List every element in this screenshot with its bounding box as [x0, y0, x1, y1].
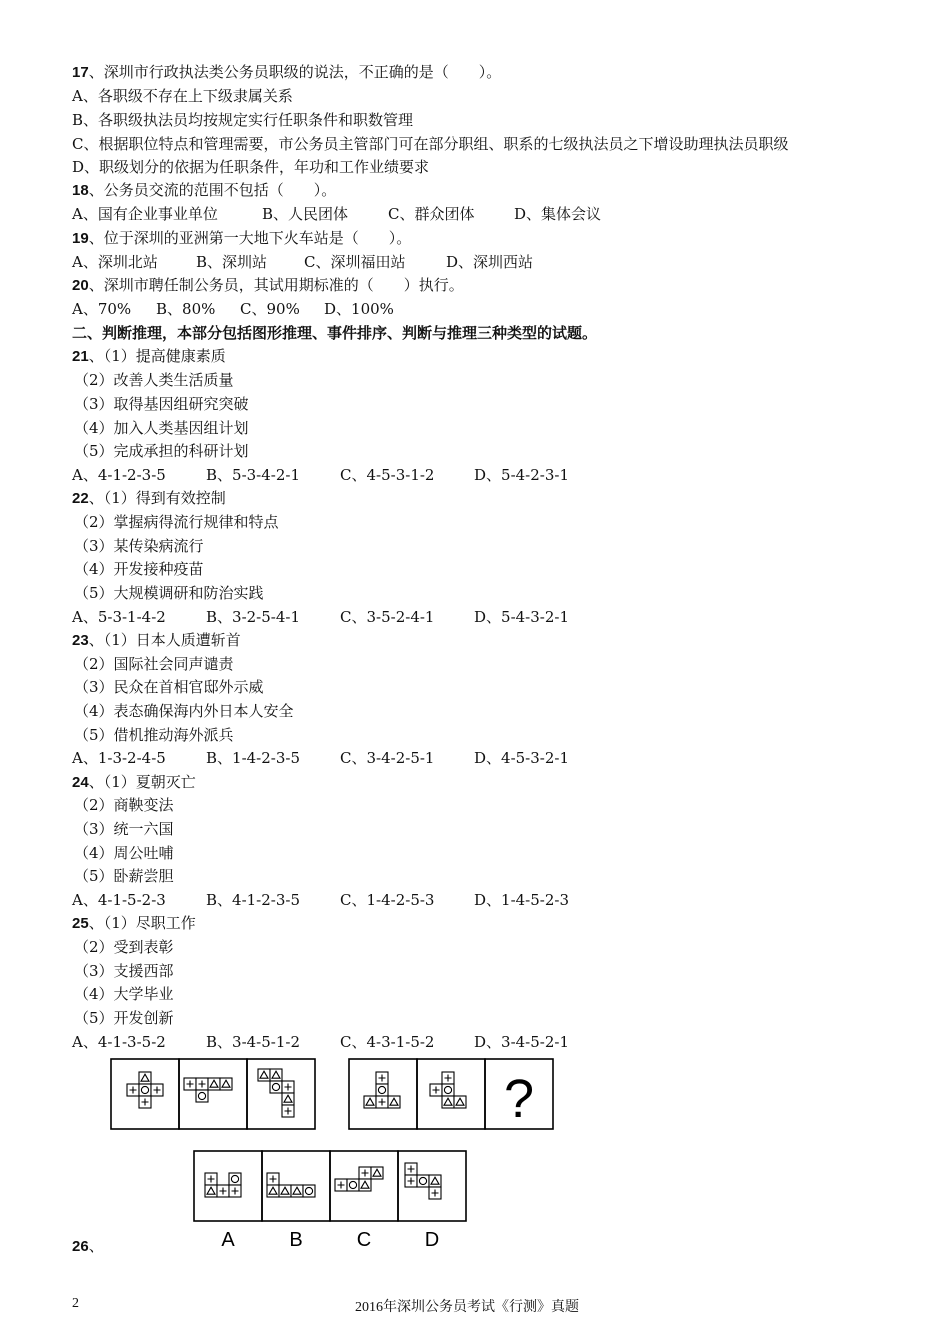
event-item: （4）大学毕业 [74, 985, 174, 1003]
question-number: 25 [72, 915, 89, 932]
event-item: （5）大规模调研和防治实践 [74, 584, 264, 602]
option: A、深圳北站 [72, 253, 158, 271]
option: D、100% [324, 300, 394, 318]
option: C、4-5-3-1-2 [340, 466, 435, 484]
circle-icon [303, 1185, 315, 1197]
figure-panel-3 [247, 1059, 315, 1129]
question-stem: 、位于深圳的亚洲第一大地下火车站是（ ）。 [88, 229, 412, 247]
question-number: 19 [72, 230, 89, 247]
triangle-icon [291, 1185, 303, 1197]
option: D、5-4-3-2-1 [474, 608, 570, 626]
answer-label-c: C [356, 1229, 372, 1251]
answer-panel-b[interactable] [262, 1151, 330, 1221]
plus-icon [376, 1072, 388, 1084]
answer-panel-c[interactable] [330, 1151, 398, 1221]
plus-icon [127, 1084, 139, 1096]
option: A、70% [72, 300, 132, 318]
option: C、群众团体 [388, 205, 475, 223]
event-item: （3）取得基因组研究突破 [74, 395, 249, 413]
plus-icon [229, 1185, 241, 1197]
plus-icon [429, 1187, 441, 1199]
question-stem: 、深圳市行政执法类公务员职级的说法，不正确的是（ ）。 [88, 63, 502, 81]
plus-icon [282, 1081, 294, 1093]
event-item: （3）民众在首相官邸外示威 [74, 678, 264, 696]
plus-icon [205, 1173, 217, 1185]
plus-icon [335, 1179, 347, 1191]
figure-panel-2 [179, 1059, 247, 1129]
question-stem: 、公务员交流的范围不包括（ ）。 [88, 181, 337, 199]
answer-panel-d[interactable] [398, 1151, 466, 1221]
event-item: （3）支援西部 [74, 962, 174, 980]
page-number: 2 [72, 1296, 79, 1311]
triangle-icon [220, 1078, 232, 1090]
event-item: （4）开发接种疫苗 [74, 560, 204, 578]
question-20 [72, 275, 464, 296]
plus-icon [151, 1084, 163, 1096]
event-item: （5）卧薪尝胆 [74, 867, 174, 885]
circle-icon [270, 1081, 282, 1093]
event-item: （4）表态确保海内外日本人安全 [74, 702, 294, 720]
option: B、1-4-2-3-5 [206, 749, 301, 767]
plus-icon [267, 1173, 279, 1185]
question-first-item: 、（1）提高健康素质 [88, 347, 226, 365]
question-mark: ? [503, 1069, 535, 1129]
option: C、深圳福田站 [304, 253, 406, 271]
options-row [72, 748, 569, 768]
question-number: 26 [72, 1238, 89, 1255]
question-suffix: 、 [88, 1237, 104, 1255]
plus-icon [184, 1078, 196, 1090]
question-number: 20 [72, 277, 89, 294]
question-23 [72, 630, 241, 651]
question-21 [72, 346, 226, 367]
triangle-icon [371, 1167, 383, 1179]
options-row [72, 890, 569, 910]
triangle-icon [388, 1096, 400, 1108]
triangle-icon [359, 1179, 371, 1191]
plus-icon [430, 1084, 442, 1096]
options-row [72, 299, 394, 319]
circle-icon [376, 1084, 388, 1096]
question-24 [72, 772, 196, 793]
triangle-icon [267, 1185, 279, 1197]
question-number: 22 [72, 490, 89, 507]
triangle-icon [139, 1072, 151, 1084]
options-row [72, 252, 533, 272]
event-item: （3）统一六国 [74, 820, 174, 838]
option: C、4-3-1-5-2 [340, 1033, 435, 1051]
option: A、国有企业事业单位 [72, 205, 218, 223]
figure-panel-1 [111, 1059, 179, 1129]
triangle-icon [429, 1175, 441, 1187]
question-stem: 、深圳市聘任制公务员，其试用期标准的（ ）执行。 [88, 276, 464, 294]
option: B、5-3-4-2-1 [206, 466, 301, 484]
triangle-icon [205, 1185, 217, 1197]
question-22 [72, 488, 226, 509]
answer-label-b: B [289, 1229, 303, 1251]
option: B、4-1-2-3-5 [206, 891, 301, 909]
option-line: A、各职级不存在上下级隶属关系 [72, 87, 293, 105]
event-item: （4）加入人类基因组计划 [74, 419, 249, 437]
triangle-icon [279, 1185, 291, 1197]
option: A、5-3-1-4-2 [72, 608, 166, 626]
section-title: 二、判断推理，本部分包括图形推理、事件排序、判断与推理三种类型的试题。 [72, 324, 598, 342]
options-row [72, 465, 569, 485]
plus-icon [405, 1163, 417, 1175]
options-row [72, 204, 601, 224]
option: D、5-4-2-3-1 [474, 466, 570, 484]
event-item: （3）某传染病流行 [74, 537, 204, 555]
question-26 [72, 1236, 104, 1257]
option: C、90% [240, 300, 300, 318]
option: B、3-2-5-4-1 [206, 608, 301, 626]
question-first-item: 、（1）得到有效控制 [88, 489, 226, 507]
plus-icon [405, 1175, 417, 1187]
circle-icon [442, 1084, 454, 1096]
question-number: 23 [72, 632, 89, 649]
question-first-item: 、（1）日本人质遭斩首 [88, 631, 241, 649]
option-line: B、各职级执法员均按规定实行任职条件和职数管理 [72, 111, 414, 129]
question-18 [72, 180, 336, 201]
answer-panel-a[interactable] [194, 1151, 262, 1221]
plus-icon [359, 1167, 371, 1179]
circle-icon [139, 1084, 151, 1096]
circle-icon [417, 1175, 429, 1187]
triangle-icon [208, 1078, 220, 1090]
plus-icon [442, 1072, 454, 1084]
triangle-icon [270, 1069, 282, 1081]
option: D、1-4-5-2-3 [474, 891, 570, 909]
circle-icon [229, 1173, 241, 1185]
option: A、4-1-2-3-5 [72, 466, 166, 484]
option: B、80% [156, 300, 216, 318]
option: C、1-4-2-5-3 [340, 891, 435, 909]
event-item: （2）国际社会同声谴责 [74, 655, 234, 673]
question-number: 18 [72, 182, 89, 199]
event-item: （2）商鞅变法 [74, 796, 174, 814]
plus-icon [282, 1105, 294, 1117]
event-item: （2）掌握病得流行规律和特点 [74, 513, 279, 531]
question-17 [72, 62, 501, 83]
figure-panel-question [485, 1059, 553, 1129]
triangle-icon [282, 1093, 294, 1105]
option: D、4-5-3-2-1 [474, 749, 570, 767]
options-row [72, 1032, 569, 1052]
triangle-icon [364, 1096, 376, 1108]
circle-icon [347, 1179, 359, 1191]
answer-label-d: D [424, 1229, 440, 1251]
event-item: （5）完成承担的科研计划 [74, 442, 249, 460]
plus-icon [376, 1096, 388, 1108]
triangle-icon [258, 1069, 270, 1081]
option: B、人民团体 [262, 205, 349, 223]
plus-icon [217, 1185, 229, 1197]
event-item: （2）改善人类生活质量 [74, 371, 234, 389]
figure-sequence [108, 1056, 558, 1134]
event-item: （4）周公吐哺 [74, 844, 174, 862]
option: A、4-1-5-2-3 [72, 891, 166, 909]
question-number: 21 [72, 348, 89, 365]
event-item: （2）受到表彰 [74, 938, 174, 956]
figure-panel-5 [417, 1059, 485, 1129]
option: A、1-3-2-4-5 [72, 749, 166, 767]
option: B、3-4-5-1-2 [206, 1033, 301, 1051]
triangle-icon [454, 1096, 466, 1108]
question-25 [72, 913, 196, 934]
question-first-item: 、（1）尽职工作 [88, 914, 196, 932]
footer-title: 2016年深圳公务员考试《行测》真题 [355, 1300, 579, 1315]
option-line: C、根据职位特点和管理需要，市公务员主管部门可在部分职组、职系的七级执法员之下增设助理执法员职级 [72, 135, 789, 153]
circle-icon [196, 1090, 208, 1102]
option: B、深圳站 [196, 253, 268, 271]
answer-label-a: A [221, 1229, 235, 1251]
option-line: D、职级划分的依据为任职条件，年功和工作业绩要求 [72, 158, 430, 176]
event-item: （5）开发创新 [74, 1009, 174, 1027]
triangle-icon [442, 1096, 454, 1108]
question-number: 24 [72, 774, 89, 791]
option: D、深圳西站 [446, 253, 534, 271]
question-first-item: 、（1）夏朝灭亡 [88, 773, 196, 791]
option: C、3-4-2-5-1 [340, 749, 435, 767]
figure-answers [191, 1148, 469, 1252]
option: D、3-4-5-2-1 [474, 1033, 570, 1051]
option: A、4-1-3-5-2 [72, 1033, 166, 1051]
question-number: 17 [72, 64, 89, 81]
options-row [72, 607, 569, 627]
option: D、集体会议 [514, 205, 602, 223]
plus-icon [139, 1096, 151, 1108]
question-19 [72, 228, 411, 249]
figure-panel-4 [349, 1059, 417, 1129]
plus-icon [196, 1078, 208, 1090]
option: C、3-5-2-4-1 [340, 608, 435, 626]
event-item: （5）借机推动海外派兵 [74, 726, 234, 744]
